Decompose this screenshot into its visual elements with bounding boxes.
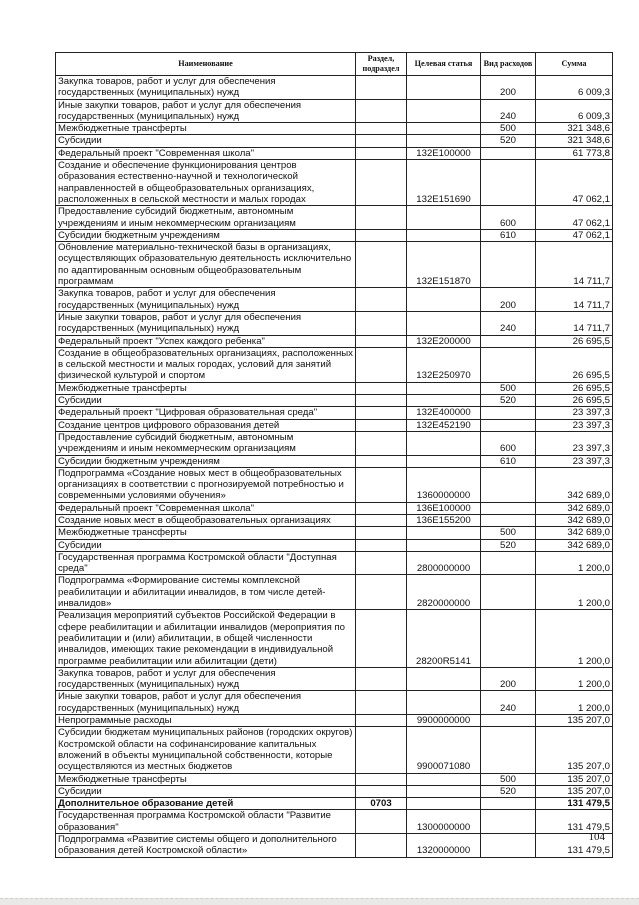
row-kind [481, 810, 536, 834]
row-name: Обновление материально-технической базы в организациях, осуществляющих образовательную деятельность исключительно по адаптированным основным общеобразовательным программам [56, 242, 356, 288]
row-kind: 240 [481, 99, 536, 123]
row-sum: 26 695,5 [536, 335, 613, 347]
table-header-row [56, 53, 613, 76]
row-section [356, 206, 407, 230]
row-section [356, 691, 407, 715]
page-number: 104 [588, 831, 605, 843]
row-name: Федеральный проект "Современная школа" [56, 147, 356, 159]
row-section [356, 502, 407, 514]
row-name: Создание и обеспечение функционирования центров образования естественно-научной и технологической направленностей в общеобразовательных организациях, расположенных в сельской местности и малых городах [56, 160, 356, 206]
table-row [56, 382, 613, 394]
row-sum: 342 689,0 [536, 502, 613, 514]
row-sum: 342 689,0 [536, 467, 613, 502]
row-kind [481, 502, 536, 514]
table-row [56, 431, 613, 455]
row-section [356, 467, 407, 502]
row-name: Федеральный проект "Современная школа" [56, 502, 356, 514]
row-kind [481, 610, 536, 667]
row-section [356, 834, 407, 858]
row-target [407, 773, 481, 785]
row-section [356, 727, 407, 773]
row-target: 2800000000 [407, 551, 481, 575]
row-sum: 23 397,3 [536, 419, 613, 431]
row-name: Межбюджетные трансферты [56, 527, 356, 539]
table-row [56, 610, 613, 667]
row-section [356, 99, 407, 123]
row-sum: 135 207,0 [536, 715, 613, 727]
row-target: 136E155200 [407, 514, 481, 526]
row-target [407, 229, 481, 241]
table-row [56, 206, 613, 230]
row-name: Межбюджетные трансферты [56, 123, 356, 135]
table-row [56, 551, 613, 575]
row-kind: 240 [481, 691, 536, 715]
row-section [356, 514, 407, 526]
row-sum: 1 200,0 [536, 691, 613, 715]
row-sum: 14 711,7 [536, 242, 613, 288]
row-kind: 520 [481, 539, 536, 551]
row-section [356, 147, 407, 159]
row-kind [481, 798, 536, 810]
row-target: 28200R5141 [407, 610, 481, 667]
row-sum: 1 200,0 [536, 551, 613, 575]
row-name: Иные закупки товаров, работ и услуг для обеспечения государственных (муниципальных) нужд [56, 691, 356, 715]
row-sum: 47 062,1 [536, 206, 613, 230]
row-target [407, 455, 481, 467]
row-name: Субсидии бюджетам муниципальных районов (городских округов) Костромской области на софинансирование капитальных вложений в объекты муниципальной собственности, которые осуществляются из местных бюджетов [56, 727, 356, 773]
table-row [56, 347, 613, 382]
table-row [56, 395, 613, 407]
row-sum: 23 397,3 [536, 431, 613, 455]
row-sum: 131 479,5 [536, 810, 613, 834]
table-row [56, 502, 613, 514]
row-kind [481, 551, 536, 575]
row-name: Подпрограмма «Развитие системы общего и дополнительного образования детей Костромской области» [56, 834, 356, 858]
row-target [407, 76, 481, 100]
row-kind: 600 [481, 206, 536, 230]
row-section [356, 810, 407, 834]
row-section [356, 667, 407, 691]
table-row [56, 539, 613, 551]
row-name: Субсидии [56, 785, 356, 797]
row-target [407, 123, 481, 135]
row-kind: 200 [481, 288, 536, 312]
row-name: Создание новых мест в общеобразовательных организациях [56, 514, 356, 526]
row-target: 132E151690 [407, 160, 481, 206]
row-section [356, 575, 407, 610]
row-target [407, 395, 481, 407]
row-section [356, 382, 407, 394]
row-target [407, 206, 481, 230]
table-row [56, 455, 613, 467]
row-target [407, 288, 481, 312]
row-name: Дополнительное образование детей [56, 798, 356, 810]
row-sum: 342 689,0 [536, 527, 613, 539]
row-section [356, 288, 407, 312]
table-row [56, 229, 613, 241]
table-row [56, 288, 613, 312]
row-target: 132E400000 [407, 407, 481, 419]
table-row [56, 160, 613, 206]
table-row [56, 667, 613, 691]
scan-bottom-edge [0, 898, 639, 905]
row-name: Субсидии бюджетным учреждениям [56, 229, 356, 241]
row-section [356, 527, 407, 539]
row-section [356, 773, 407, 785]
row-section [356, 551, 407, 575]
row-target [407, 527, 481, 539]
row-name: Закупка товаров, работ и услуг для обеспечения государственных (муниципальных) нужд [56, 76, 356, 100]
row-section [356, 311, 407, 335]
row-sum: 26 695,5 [536, 395, 613, 407]
row-section [356, 395, 407, 407]
row-sum: 1 200,0 [536, 667, 613, 691]
table-row [56, 147, 613, 159]
budget-table [55, 52, 613, 858]
row-section [356, 419, 407, 431]
row-kind [481, 467, 536, 502]
row-name: Субсидии [56, 539, 356, 551]
header-target: Целевая статья [407, 53, 481, 76]
table-row [56, 691, 613, 715]
row-kind [481, 160, 536, 206]
row-section [356, 539, 407, 551]
row-section [356, 160, 407, 206]
row-target: 132E100000 [407, 147, 481, 159]
row-kind: 500 [481, 382, 536, 394]
row-kind [481, 575, 536, 610]
row-section [356, 242, 407, 288]
table-row [56, 99, 613, 123]
row-name: Федеральный проект "Цифровая образовательная среда" [56, 407, 356, 419]
row-target [407, 785, 481, 797]
table-row [56, 798, 613, 810]
row-target: 132E200000 [407, 335, 481, 347]
row-sum: 47 062,1 [536, 229, 613, 241]
row-kind: 520 [481, 135, 536, 147]
row-target [407, 798, 481, 810]
row-kind [481, 727, 536, 773]
row-sum: 61 773,8 [536, 147, 613, 159]
row-target [407, 431, 481, 455]
row-target: 132E151870 [407, 242, 481, 288]
row-section [356, 610, 407, 667]
row-kind [481, 347, 536, 382]
row-kind: 600 [481, 431, 536, 455]
row-target [407, 99, 481, 123]
row-sum: 135 207,0 [536, 727, 613, 773]
row-target: 136E100000 [407, 502, 481, 514]
row-sum: 342 689,0 [536, 539, 613, 551]
row-sum: 321 348,6 [536, 123, 613, 135]
row-sum: 6 009,3 [536, 76, 613, 100]
table-row [56, 335, 613, 347]
row-name: Предоставление субсидий бюджетным, автономным учреждениям и иным некоммерческим организациям [56, 206, 356, 230]
table-row [56, 773, 613, 785]
header-section: Раздел, подраздел [356, 53, 407, 76]
row-kind: 500 [481, 773, 536, 785]
row-target [407, 539, 481, 551]
table-row [56, 514, 613, 526]
table-row [56, 834, 613, 858]
row-kind: 610 [481, 455, 536, 467]
row-section [356, 335, 407, 347]
row-kind: 240 [481, 311, 536, 335]
row-sum: 321 348,6 [536, 135, 613, 147]
table-row [56, 419, 613, 431]
row-name: Непрограммные расходы [56, 715, 356, 727]
row-kind: 520 [481, 395, 536, 407]
row-name: Подпрограмма «Создание новых мест в общеобразовательных организациях в соответствии с прогнозируемой потребностью и современными условиями обучения» [56, 467, 356, 502]
row-name: Создание центров цифрового образования детей [56, 419, 356, 431]
row-target: 132E250970 [407, 347, 481, 382]
table-row [56, 311, 613, 335]
row-section [356, 229, 407, 241]
row-kind: 610 [481, 229, 536, 241]
row-name: Закупка товаров, работ и услуг для обеспечения государственных (муниципальных) нужд [56, 667, 356, 691]
row-name: Закупка товаров, работ и услуг для обеспечения государственных (муниципальных) нужд [56, 288, 356, 312]
row-kind [481, 147, 536, 159]
header-kind: Вид расходов [481, 53, 536, 76]
row-target [407, 135, 481, 147]
row-section [356, 123, 407, 135]
row-target: 1360000000 [407, 467, 481, 502]
row-section [356, 135, 407, 147]
row-sum: 6 009,3 [536, 99, 613, 123]
table-row [56, 727, 613, 773]
table-row [56, 123, 613, 135]
row-target: 9900071080 [407, 727, 481, 773]
table-row [56, 715, 613, 727]
row-target: 1320000000 [407, 834, 481, 858]
table-body [56, 76, 613, 858]
row-sum: 26 695,5 [536, 347, 613, 382]
row-kind: 200 [481, 667, 536, 691]
row-name: Иные закупки товаров, работ и услуг для обеспечения государственных (муниципальных) нужд [56, 99, 356, 123]
row-name: Государственная программа Костромской области "Развитие образования" [56, 810, 356, 834]
table-row [56, 407, 613, 419]
row-name: Межбюджетные трансферты [56, 382, 356, 394]
row-sum: 23 397,3 [536, 407, 613, 419]
row-section: 0703 [356, 798, 407, 810]
row-target [407, 311, 481, 335]
row-section [356, 76, 407, 100]
row-section [356, 455, 407, 467]
row-name: Субсидии бюджетным учреждениям [56, 455, 356, 467]
row-target: 1300000000 [407, 810, 481, 834]
row-kind [481, 419, 536, 431]
row-sum: 23 397,3 [536, 455, 613, 467]
row-kind: 500 [481, 123, 536, 135]
row-name: Предоставление субсидий бюджетным, автономным учреждениям и иным некоммерческим организациям [56, 431, 356, 455]
row-section [356, 407, 407, 419]
table-row [56, 135, 613, 147]
row-section [356, 715, 407, 727]
row-sum: 14 711,7 [536, 311, 613, 335]
row-kind [481, 407, 536, 419]
table-row [56, 527, 613, 539]
row-kind [481, 834, 536, 858]
row-target [407, 691, 481, 715]
row-sum: 135 207,0 [536, 785, 613, 797]
table-row [56, 810, 613, 834]
row-target: 132E452190 [407, 419, 481, 431]
row-section [356, 347, 407, 382]
row-sum: 131 479,5 [536, 834, 613, 858]
row-kind [481, 335, 536, 347]
row-name: Субсидии [56, 395, 356, 407]
row-kind: 520 [481, 785, 536, 797]
table-row [56, 575, 613, 610]
row-name: Иные закупки товаров, работ и услуг для обеспечения государственных (муниципальных) нужд [56, 311, 356, 335]
row-sum: 26 695,5 [536, 382, 613, 394]
header-sum: Сумма [536, 53, 613, 76]
row-sum: 14 711,7 [536, 288, 613, 312]
row-name: Реализация мероприятий субъектов Российской Федерации в сфере реабилитации и абилитации инвалидов (мероприятия по реабилитации и (или) абилитации, в общей численности инвалидов, имеющих такие рекомендации в индивидуальной программе реабилитации или абилитации (дети) [56, 610, 356, 667]
row-name: Государственная программа Костромской области "Доступная среда" [56, 551, 356, 575]
row-sum: 1 200,0 [536, 575, 613, 610]
row-kind [481, 514, 536, 526]
row-kind: 500 [481, 527, 536, 539]
row-name: Подпрограмма «Формирование системы комплексной реабилитации и абилитации инвалидов, в том числе детей-инвалидов» [56, 575, 356, 610]
row-kind [481, 242, 536, 288]
table-row [56, 785, 613, 797]
row-target: 2820000000 [407, 575, 481, 610]
row-section [356, 431, 407, 455]
row-target [407, 382, 481, 394]
table-row [56, 76, 613, 100]
row-name: Федеральный проект "Успех каждого ребенка" [56, 335, 356, 347]
row-sum: 135 207,0 [536, 773, 613, 785]
row-sum: 1 200,0 [536, 610, 613, 667]
row-target [407, 667, 481, 691]
row-name: Субсидии [56, 135, 356, 147]
row-kind [481, 715, 536, 727]
row-sum: 131 479,5 [536, 798, 613, 810]
table-row [56, 467, 613, 502]
header-name: Наименование [56, 53, 356, 76]
row-name: Создание в общеобразовательных организациях, расположенных в сельской местности и малых городах, условий для занятий физической культурой и спортом [56, 347, 356, 382]
row-name: Межбюджетные трансферты [56, 773, 356, 785]
row-target: 9900000000 [407, 715, 481, 727]
row-section [356, 785, 407, 797]
table-row [56, 242, 613, 288]
row-sum: 47 062,1 [536, 160, 613, 206]
row-kind: 200 [481, 76, 536, 100]
row-sum: 342 689,0 [536, 514, 613, 526]
